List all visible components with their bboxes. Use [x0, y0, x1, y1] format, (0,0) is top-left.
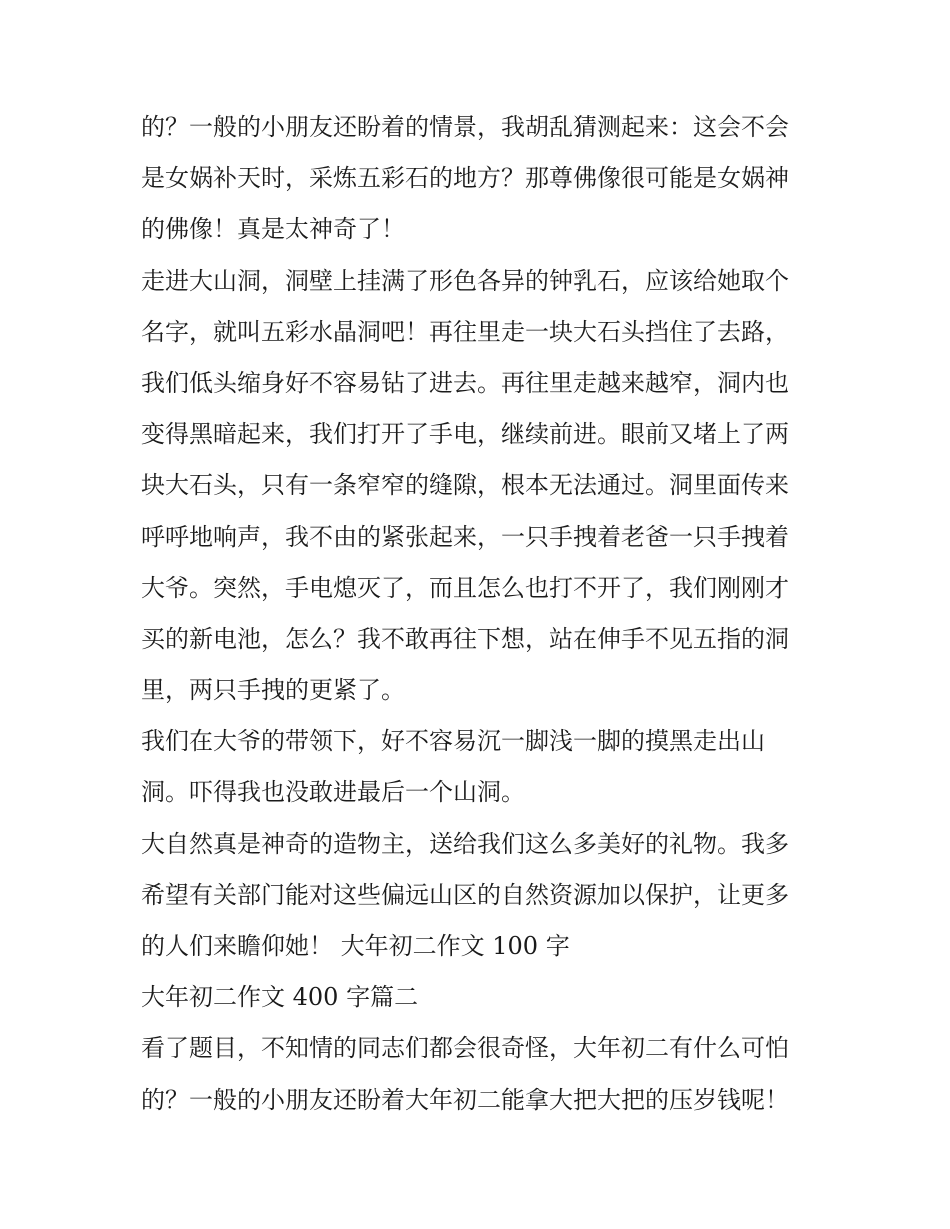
text-line: 的？一般的小朋友还盼着的情景，我胡乱猜测起来：这会不会 [141, 113, 789, 141]
text-line: 买的新电池，怎么？我不敢再往下想，站在伸手不见五指的洞 [141, 624, 789, 653]
text-line: 里，两只手拽的更紧了。 [141, 676, 405, 705]
text-line: 我们低头缩身好不容易钻了进去。再往里走越来越窄，洞内也 [141, 368, 789, 397]
text-line: 希望有关部门能对这些偏远山区的自然资源加以保护，让更多 [141, 880, 789, 909]
text-line: 大自然真是神奇的造物主，送给我们这么多美好的礼物。我多 [141, 829, 789, 858]
text-line: 是女娲补天时，采炼五彩石的地方？那尊佛像很可能是女娲神 [141, 164, 789, 193]
text-line: 的人们来瞻仰她！ 大年初二作文 100 字 [141, 932, 570, 960]
text-line: 看了题目，不知情的同志们都会很奇怪，大年初二有什么可怕 [141, 1034, 789, 1063]
section-heading: 大年初二作文 400 字篇二 [141, 983, 419, 1012]
document-body [141, 102, 821, 1126]
text-line: 呼呼地响声，我不由的紧张起来，一只手拽着老爸一只手拽着 [141, 522, 789, 551]
text-line: 的？一般的小朋友还盼着大年初二能拿大把大把的压岁钱呢！ [141, 1085, 789, 1114]
text-line: 洞。吓得我也没敢进最后一个山洞。 [141, 778, 525, 807]
text-line: 块大石头，只有一条窄窄的缝隙，根本无法通过。洞里面传来 [141, 471, 789, 500]
text-line: 大爷。突然，手电熄灭了，而且怎么也打不开了，我们刚刚才 [141, 573, 789, 602]
text-line: 的佛像！真是太神奇了！ [141, 215, 405, 244]
text-line: 我们在大爷的带领下，好不容易沉一脚浅一脚的摸黑走出山 [141, 727, 765, 756]
text-line: 变得黑暗起来，我们打开了手电，继续前进。眼前又堵上了两 [141, 420, 789, 449]
text-line: 名字，就叫五彩水晶洞吧！再往里走一块大石头挡住了去路， [141, 317, 789, 346]
text-line: 走进大山洞，洞壁上挂满了形色各异的钟乳石，应该给她取个 [141, 266, 789, 295]
